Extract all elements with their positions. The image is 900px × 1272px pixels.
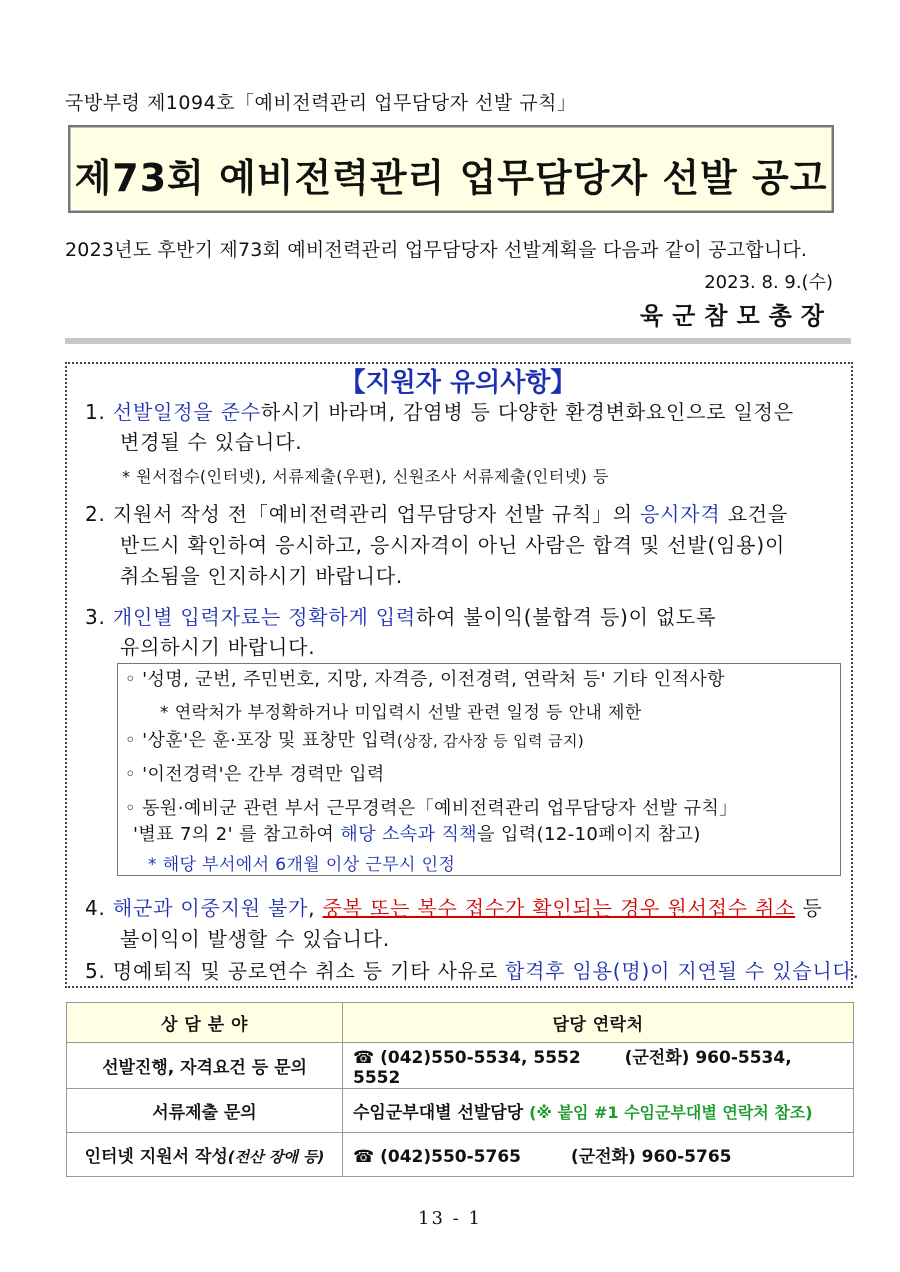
- notice-item-5: [85, 957, 860, 986]
- page-number: 13 - 1: [418, 1208, 482, 1229]
- guide-line-duration-note: * 해당 부서에서 6개월 이상 근무시 인정: [148, 855, 456, 875]
- guide-line-awards: [125, 728, 584, 754]
- item-text: 하여 불이익(불합격 등)이 없도록: [416, 605, 717, 629]
- item-number: 3.: [85, 605, 106, 629]
- phone-icon: ☎: [353, 1048, 375, 1068]
- notice-item-4-line2: 불이익이 발생할 수 있습니다.: [120, 927, 391, 951]
- notice-item-3: [85, 603, 716, 632]
- contact-cell: [343, 1089, 854, 1133]
- item-text: 명예퇴직 및 공로연수 취소 등 기타 사유로: [112, 959, 506, 983]
- phone-icon: ☎: [353, 1147, 375, 1167]
- table-row: [67, 1133, 854, 1177]
- guide-line-appendix: [133, 822, 701, 848]
- military-phone: (군전화) 960-5765: [570, 1147, 732, 1167]
- notice-title: 【지원자 유의사항】: [339, 368, 577, 398]
- highlight-text: 준수: [220, 400, 261, 424]
- warning-text: 중복 또는 복수 접수가 확인되는 경우 원서접수 취소: [322, 896, 796, 920]
- title-box: [68, 125, 834, 213]
- notice-item-3-line2: 유의하시기 바랍니다.: [120, 635, 316, 659]
- field-italic-note: (전산 장애 등): [227, 1148, 325, 1166]
- guide-line-personal-info: ◦ '성명, 군번, 주민번호, 지망, 자격증, 이전경력, 연락처 등' 기타 인적사항: [125, 669, 725, 690]
- highlight-text: 응시자격: [640, 502, 721, 526]
- phone-number: (042)550-5765: [380, 1147, 521, 1167]
- separator-bar: [65, 338, 851, 344]
- contact-table: [66, 1002, 854, 1177]
- military-phone: (군전화) 960-5534, 5552: [353, 1048, 792, 1088]
- table-header-row: [67, 1003, 854, 1043]
- contact-cell: [343, 1043, 854, 1089]
- regulation-reference: 국방부령 제1094호「예비전력관리 업무담당자 선발 규칙」: [65, 92, 577, 114]
- item-number: 5.: [85, 959, 106, 983]
- notice-item-1-line2: 변경될 수 있습니다.: [120, 430, 303, 454]
- item-text: 등: [795, 896, 823, 920]
- highlight-text: 개인별 입력자료는 정확하게 입력: [112, 605, 417, 629]
- highlight-text: 해당 소속과 직책: [340, 824, 478, 845]
- field-text: 인터넷 지원서 작성: [84, 1147, 228, 1167]
- page-title: 제73회 예비전력관리 업무담당자 선발 공고: [74, 156, 828, 200]
- guide-line-career: ◦ '이전경력'은 간부 경력만 입력: [125, 764, 385, 785]
- signer: 육군참모총장: [639, 302, 833, 330]
- phone-number: (042)550-5534, 5552: [380, 1048, 581, 1068]
- guide-text: '별표 7의 2' 를 참고하여: [133, 824, 341, 845]
- guide-line-mobilization: ◦ 동원·예비군 관련 부서 근무경력은「예비전력관리 업무담당자 선발 규칙」: [125, 798, 738, 819]
- header-field: 상 담 분 야: [67, 1003, 343, 1043]
- reference-note: (※ 붙임 #1 수임군부대별 연락처 참조): [529, 1103, 813, 1122]
- field-cell: 서류제출 문의: [67, 1089, 343, 1133]
- highlight-text: 합격후 임용(명)이 지연될 수 있습니다.: [505, 959, 860, 983]
- notice-item-1: [85, 398, 794, 427]
- item-text: 하시기 바라며, 감염병 등 다양한 환경변화요인으로 일정은: [260, 400, 794, 424]
- contact-text: 수임군부대별 선발담당: [353, 1103, 530, 1123]
- guide-text: 을 입력(12-10페이지 참고): [477, 824, 701, 845]
- notice-item-4: [85, 894, 823, 923]
- field-cell: [67, 1133, 343, 1177]
- notice-item-2: [85, 500, 788, 529]
- notice-item-2-line2: 반드시 확인하여 응시하고, 응시자격이 아닌 사람은 합격 및 선발(임용)이: [120, 533, 786, 557]
- intro-text: 2023년도 후반기 제73회 예비전력관리 업무담당자 선발계획을 다음과 같이 공고합니다.: [65, 239, 808, 261]
- notice-item-1-sub: * 원서접수(인터넷), 서류제출(우편), 신원조사 서류제출(인터넷) 등: [122, 467, 609, 486]
- highlight-text: 선발일정을: [112, 400, 214, 424]
- table-row: [67, 1043, 854, 1089]
- guide-small-text: (상장, 감사장 등 입력 금지): [396, 732, 585, 750]
- contact-cell: [343, 1133, 854, 1177]
- table-row: [67, 1089, 854, 1133]
- field-cell: 선발진행, 자격요건 등 문의: [67, 1043, 343, 1089]
- item-text: 지원서 작성 전「예비전력관리 업무담당자 선발 규칙」의: [112, 502, 641, 526]
- item-number: 1.: [85, 400, 106, 424]
- header-contact: 담당 연락처: [343, 1003, 854, 1043]
- highlight-text: 해군과 이중지원 불가: [112, 896, 309, 920]
- item-number: 4.: [85, 896, 106, 920]
- item-text: ,: [308, 896, 323, 920]
- guide-text: ◦ '상훈'은 훈·포장 및 표창만 입력: [125, 730, 397, 751]
- notice-date: 2023. 8. 9.(수): [704, 272, 833, 293]
- item-number: 2.: [85, 502, 106, 526]
- notice-item-2-line3: 취소됨을 인지하시기 바랍니다.: [120, 564, 404, 588]
- guide-line-contact-note: * 연락처가 부정확하거나 미입력시 선발 관련 일정 등 안내 제한: [160, 703, 642, 723]
- item-text: 요건을: [720, 502, 789, 526]
